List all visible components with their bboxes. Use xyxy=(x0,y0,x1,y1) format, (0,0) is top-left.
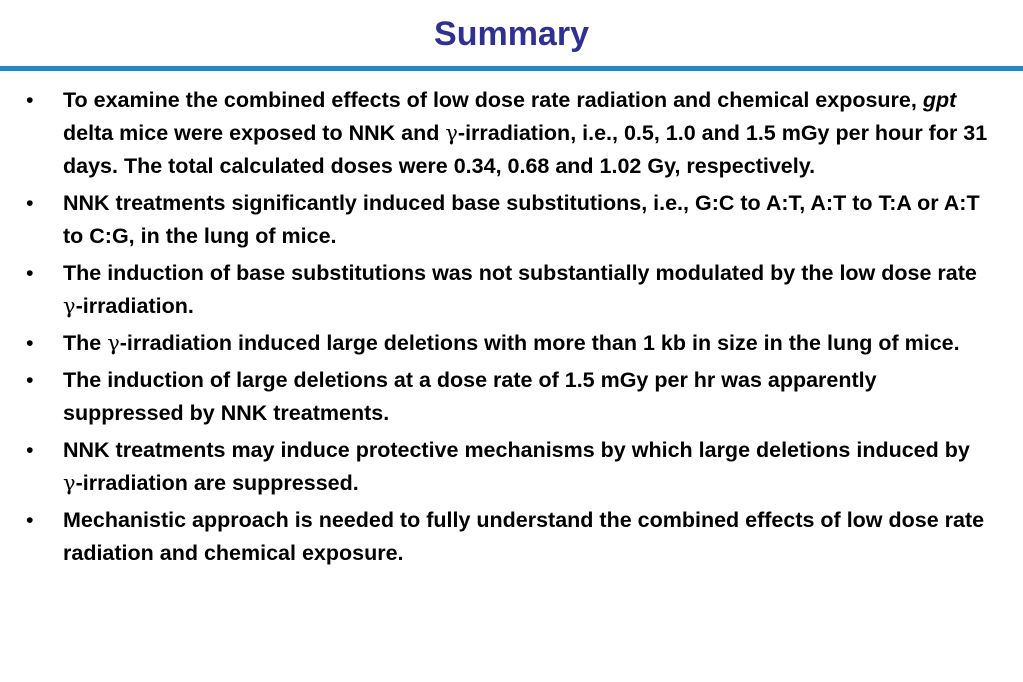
bullet-text: The induction of base substitutions was not substantially modulated by the low dose rate xyxy=(63,261,977,285)
bullet-text: The induction of large deletions at a dose rate of 1.5 mGy per hr was apparently suppressed by NNK treatments. xyxy=(63,368,877,425)
gamma-symbol: γ xyxy=(445,121,458,145)
bullet-item-suppressed-by-nnk xyxy=(0,364,1023,430)
bullet-icon: • xyxy=(26,191,34,215)
bullet-icon: • xyxy=(26,508,34,532)
bullet-icon: • xyxy=(26,368,34,392)
bullet-icon: • xyxy=(26,88,34,112)
bullet-item-protective-mechanisms xyxy=(0,434,1023,500)
bullet-icon: • xyxy=(26,438,34,462)
bullet-text: Mechanistic approach is needed to fully understand the combined effects of low dose rate radiation and chemical exposure. xyxy=(63,508,985,565)
title-divider xyxy=(0,66,1023,71)
bullet-text: -irradiation are suppressed. xyxy=(75,471,359,495)
bullet-icon: • xyxy=(26,331,34,355)
bullet-text: The xyxy=(63,331,108,355)
bullet-item-not-modulated xyxy=(0,257,1023,323)
summary-bullet-list xyxy=(0,84,1023,574)
bullet-text: -irradiation, i.e., 0.5, 1.0 and 1.5 mGy per hour for 31 days. The total calculated doses were 0.34, 0.68 and 1.02 Gy, respectively. xyxy=(63,121,988,178)
slide-title: Summary xyxy=(434,15,589,53)
bullet-item-mechanistic-approach xyxy=(0,504,1023,570)
bullet-item-large-deletions xyxy=(0,327,1023,360)
bullet-item-base-substitutions xyxy=(0,187,1023,253)
bullet-text: To examine the combined effects of low dose rate radiation and chemical exposure, xyxy=(63,88,923,112)
bullet-italic-text: gpt xyxy=(922,88,957,112)
gamma-symbol: γ xyxy=(63,294,76,318)
bullet-item-experiment-design xyxy=(0,84,1023,183)
bullet-icon: • xyxy=(26,261,34,285)
gamma-symbol: γ xyxy=(63,471,76,495)
bullet-text: NNK treatments may induce protective mechanisms by which large deletions induced by xyxy=(63,438,970,462)
gamma-symbol: γ xyxy=(107,331,120,355)
bullet-text: NNK treatments significantly induced base substitutions, i.e., G:C to A:T, A:T to T:A or A:T to C:G, in the lung of mice. xyxy=(63,191,980,248)
bullet-text: -irradiation induced large deletions with more than 1 kb in size in the lung of mice. xyxy=(119,331,960,355)
bullet-text: delta mice were exposed to NNK and xyxy=(63,121,446,145)
bullet-text: -irradiation. xyxy=(75,294,194,318)
